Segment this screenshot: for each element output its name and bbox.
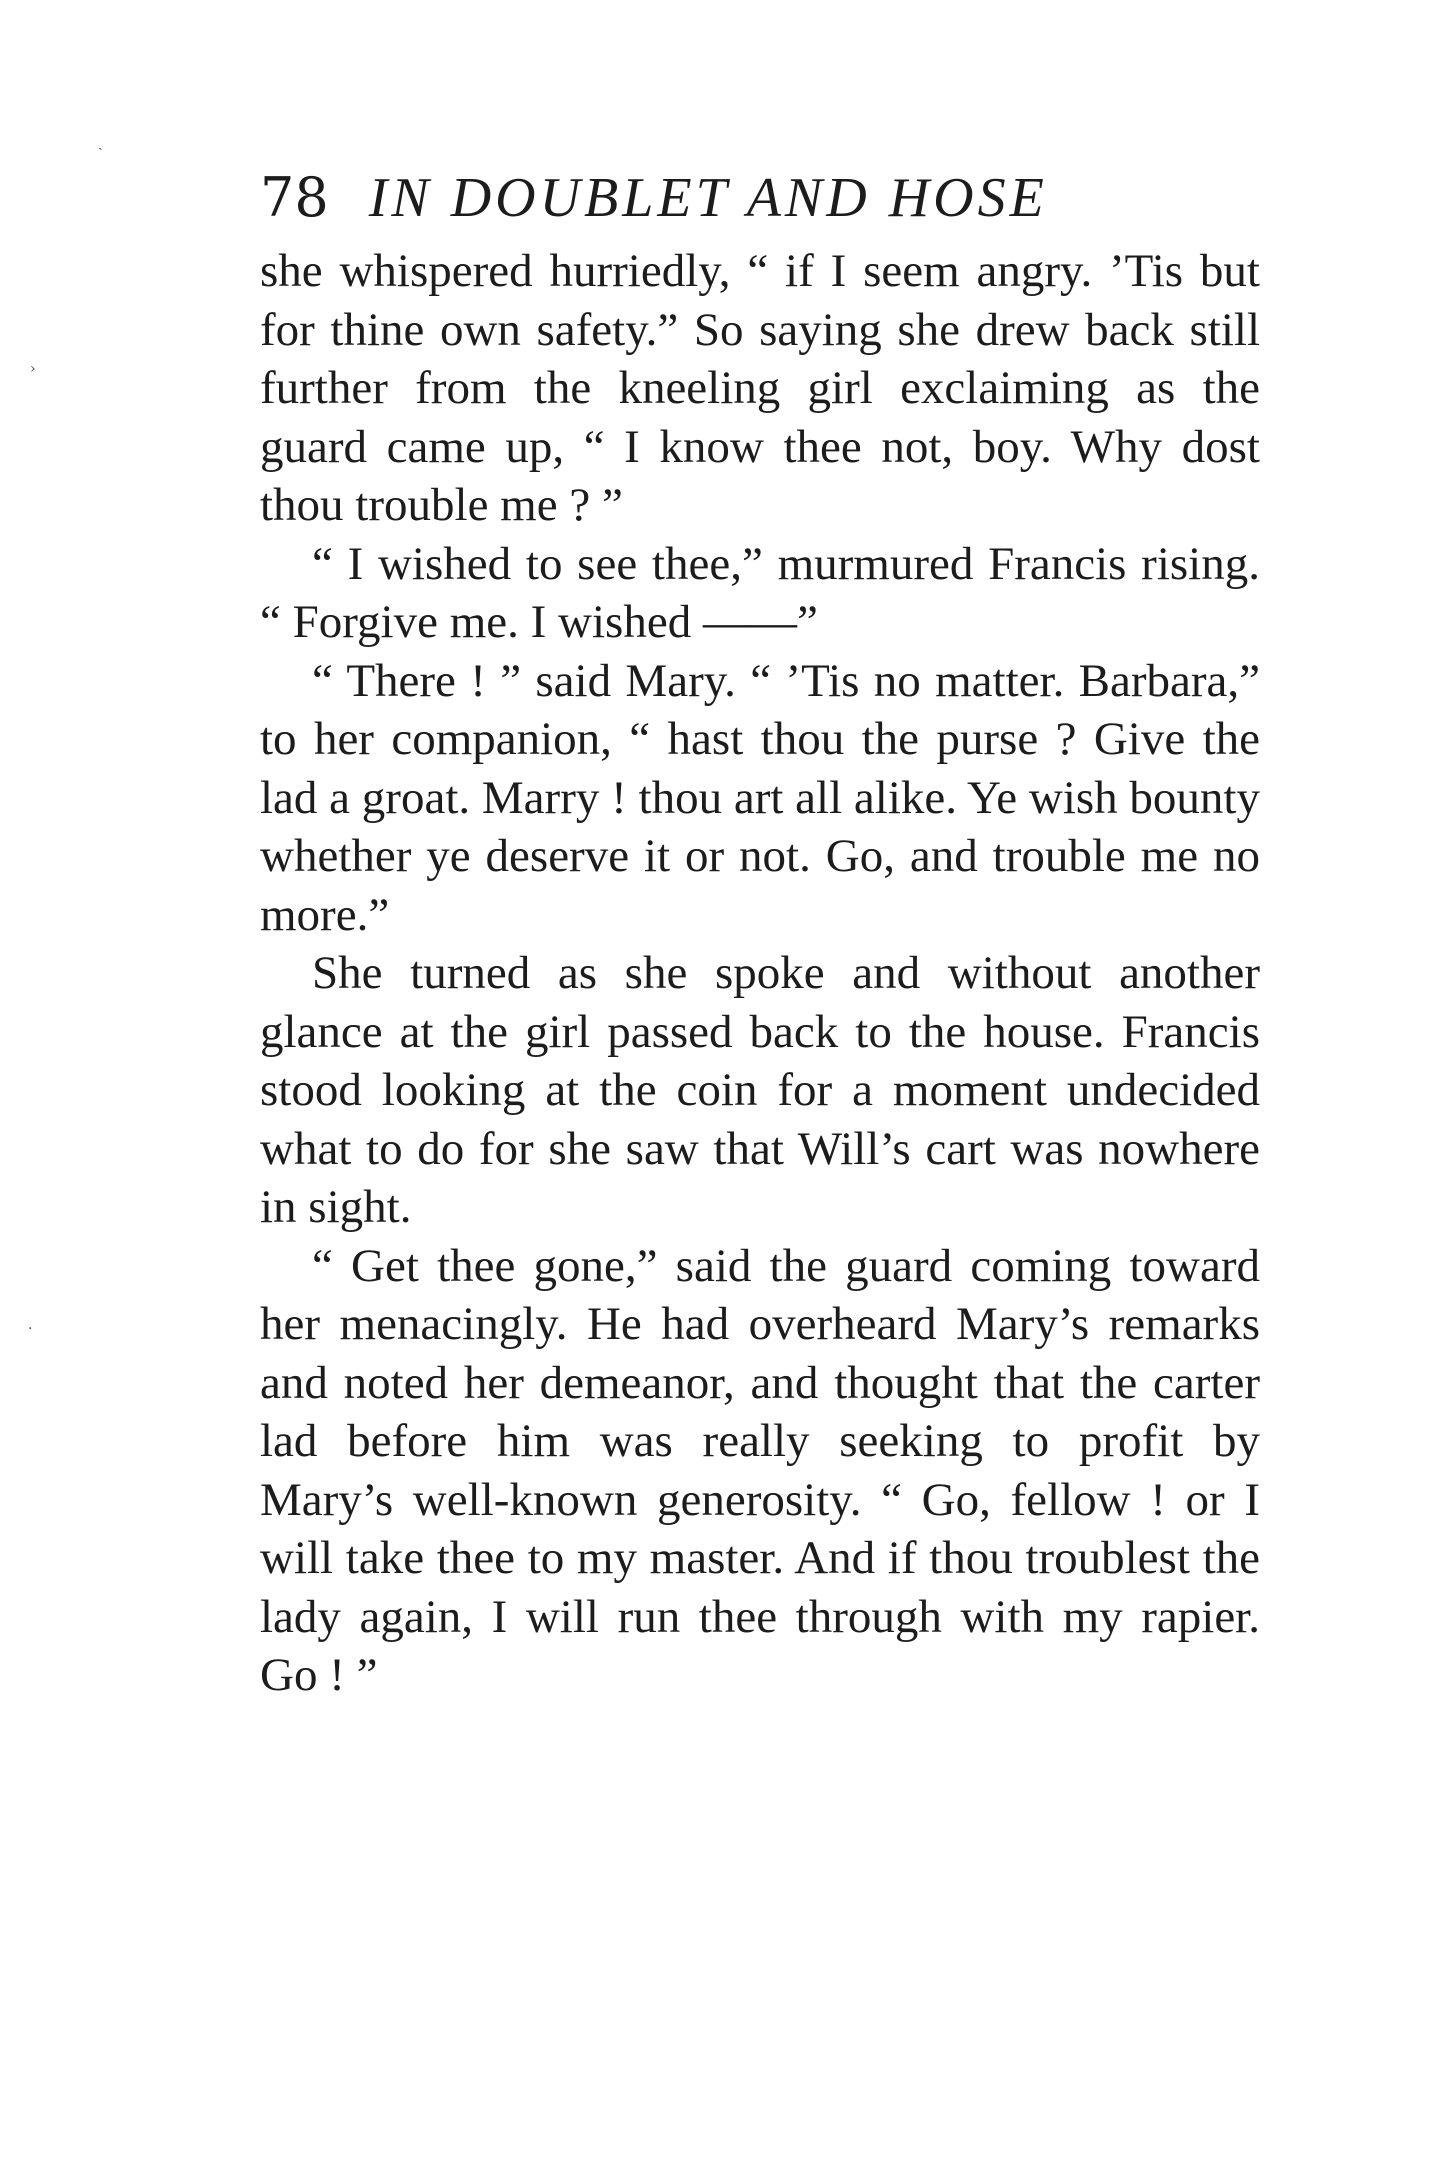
margin-speck-lower: · bbox=[28, 1321, 33, 1337]
margin-speck-middle: › bbox=[30, 361, 36, 377]
book-page bbox=[260, 166, 1260, 1705]
body-text bbox=[260, 242, 1260, 1705]
book-title: IN DOUBLET AND HOSE bbox=[368, 167, 1048, 229]
page-number: 78 bbox=[260, 166, 329, 229]
paragraph: “ There ! ” said Mary. “ ’Tis no matter. Barbara,” to her companion, “ hast thou the purse ? Give the lad a groat. Marry ! thou art all alike. Ye wish bounty whether ye deserve it or not. Go, and trouble me no more.” bbox=[260, 654, 1260, 941]
paragraph: “ Get thee gone,” said the guard coming toward her menacingly. He had overheard Mary’s remarks and noted her demeanor, and thought that the carter lad before him was really seeking to profit by Mary’s well-known generosity. “ Go, fellow ! or I will take thee to my master. And if thou troublest the lady again, I will run thee through with my rapier. Go ! ” bbox=[260, 1239, 1260, 1701]
paragraph-continued: she whispered hurriedly, “ if I seem angry. ’Tis but for thine own safety.” So saying she drew back still further from the kneeling girl exclaiming as the guard came up, “ I know thee not, boy. Why dost thou trouble me ? ” bbox=[260, 245, 1260, 531]
margin-speck-top: ˏ bbox=[98, 135, 103, 151]
running-head bbox=[260, 166, 1260, 240]
paragraph: She turned as she spoke and without another glance at the girl passed back to the house. Francis stood looking at the coin for a moment undecided what to do for she saw that Will’s cart was nowhere in sight. bbox=[260, 947, 1260, 1233]
paragraph: “ I wished to see thee,” murmured Francis rising. “ Forgive me. I wished ——” bbox=[260, 537, 1260, 648]
